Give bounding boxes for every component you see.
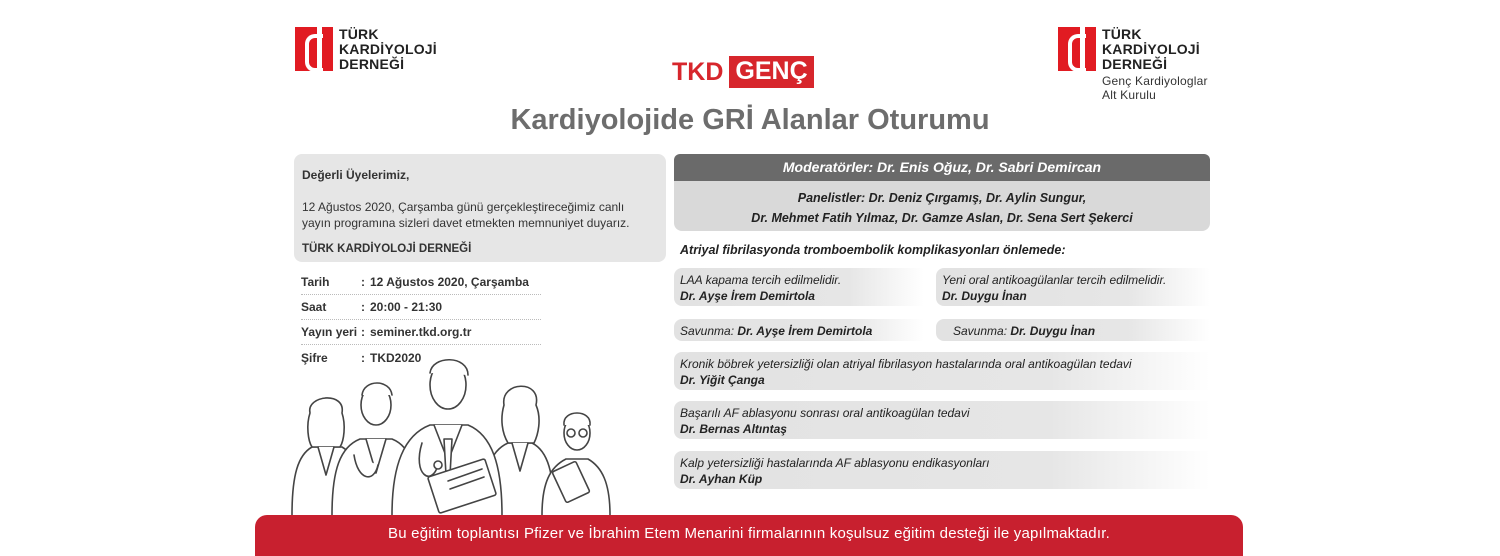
panelists-box: Panelistler: Dr. Deniz Çırgamış, Dr. Aylin Sungur, Dr. Mehmet Fatih Yılmaz, Dr. Gamze Aslan, Dr. Sena Sert Şekerci — [674, 181, 1210, 231]
tkd-genc-brand — [672, 56, 814, 88]
venue-link[interactable]: seminer.tkd.org.tr — [370, 325, 472, 339]
brand-genc: GENÇ — [729, 56, 813, 88]
session-item-noac: Yeni oral antikoagülanlar tercih edilmelidir. Dr. Duygu İnan — [936, 268, 1210, 306]
speaker-name: Dr. Duygu İnan — [1010, 324, 1096, 338]
page-title: Kardiyolojide GRİ Alanlar Oturumu — [510, 104, 990, 136]
speaker-name: Dr. Duygu İnan — [942, 289, 1027, 303]
doctors-group-illustration — [262, 355, 632, 515]
greeting: Değerli Üyelerimiz, — [302, 168, 410, 182]
session-item-heart-failure: Kalp yetersizliği hastalarında AF ablasyonu endikasyonları Dr. Ayhan Küp — [674, 451, 1210, 489]
organization-name: TÜRK KARDİYOLOJİ DERNEĞİ — [302, 243, 472, 255]
tkd-logo-right — [1058, 27, 1208, 102]
speaker-name: Dr. Ayşe İrem Demirtola — [680, 289, 815, 303]
speaker-name: Dr. Bernas Altıntaş — [680, 422, 787, 436]
topic-heading: Atriyal fibrilasyonda tromboembolik komplikasyonları önlemede: — [680, 243, 1066, 257]
sponsor-footer: Bu eğitim toplantısı Pfizer ve İbrahim Etem Menarini firmalarının koşulsuz eğitim desteği ile yapılmaktadır. — [255, 515, 1243, 556]
detail-row-venue: Yayın yeri : seminer.tkd.org.tr — [301, 320, 541, 345]
logo-right-text: TÜRK KARDİYOLOJİ DERNEĞİ Genç Kardiyologlar Alt Kurulu — [1102, 26, 1208, 102]
speaker-name: Dr. Ayşe İrem Demirtola — [737, 324, 873, 338]
session-item-ablation: Başarılı AF ablasyonu sonrası oral antikoagülan tedavi Dr. Bernas Altıntaş — [674, 401, 1210, 439]
detail-row-date: Tarih : 12 Ağustos 2020, Çarşamba — [301, 270, 541, 295]
session-item-defense-right: Savunma: Dr. Duygu İnan — [936, 319, 1210, 341]
detail-row-time: Saat : 20:00 - 21:30 — [301, 295, 541, 320]
moderators-bar: Moderatörler: Dr. Enis Oğuz, Dr. Sabri Demircan — [674, 154, 1210, 181]
speaker-name: Dr. Yiğit Çanga — [680, 373, 765, 387]
logo-left-text: TÜRK KARDİYOLOJİ DERNEĞİ — [339, 26, 437, 72]
brand-tkd: TKD — [672, 57, 724, 86]
session-item-defense-left: Savunma: Dr. Ayşe İrem Demirtola — [674, 319, 924, 341]
session-item-ckd: Kronik böbrek yetersizliği olan atriyal fibrilasyon hastalarında oral antikoagülan tedavi Dr. Yiğit Çanga — [674, 352, 1210, 390]
invitation-text: 12 Ağustos 2020, Çarşamba günü gerçekleştireceğimiz canlı yayın programına sizleri davet etmekten memnuniyet duyarız. — [302, 200, 630, 230]
detail-row-password: Şifre : TKD2020 — [301, 350, 422, 365]
tkd-logo-left — [295, 27, 437, 72]
speaker-name: Dr. Ayhan Küp — [680, 472, 763, 486]
tkd-heart-logo-icon — [1058, 27, 1096, 71]
invitation-box — [294, 154, 666, 262]
tkd-heart-logo-icon — [295, 27, 333, 71]
session-item-laa: LAA kapama tercih edilmelidir. Dr. Ayşe İrem Demirtola — [674, 268, 924, 306]
